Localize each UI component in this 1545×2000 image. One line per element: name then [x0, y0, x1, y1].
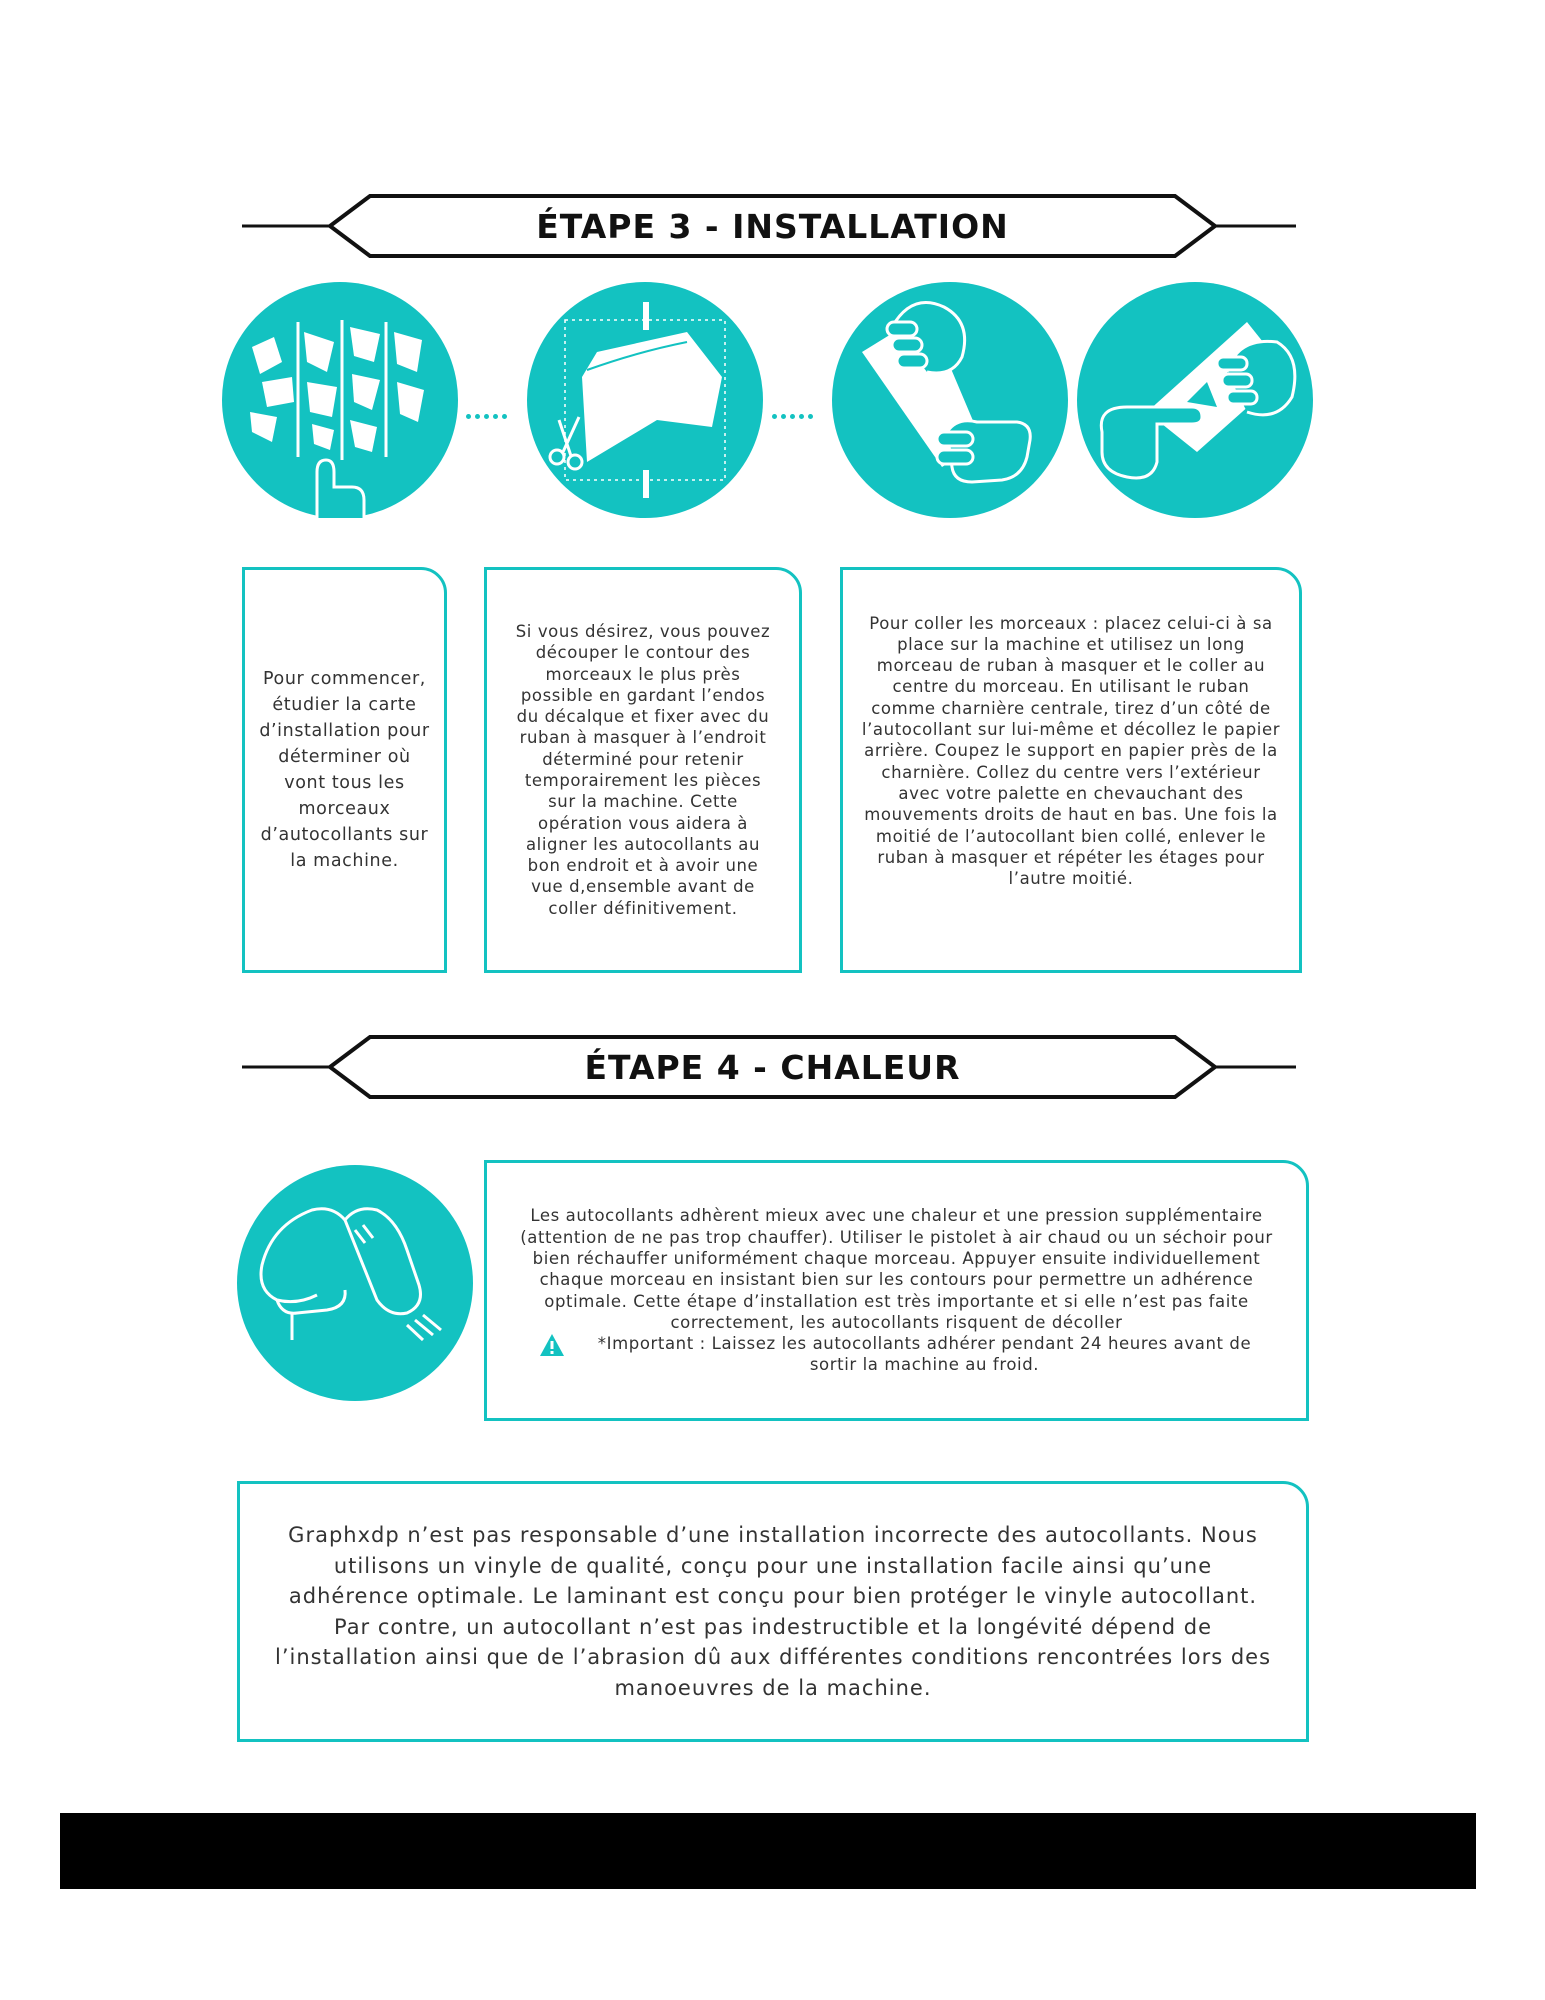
disclaimer-card [237, 1481, 1309, 1742]
important-note [517, 1333, 1276, 1376]
step4-card [484, 1160, 1309, 1421]
step4-banner [0, 1035, 1545, 1099]
heat-gun-icon [237, 1165, 473, 1401]
step4-text: Les autocollants adhèrent mieux avec une chaleur et une pression supplémentaire (attention de ne pas trop chauffer). Utiliser le pistolet à air chaud ou un séchoir pour bien réchauffer uniformément chaque morceau. Appuyer ensuite individuellement chaque morceau en insistant bien sur les contours pour permettre un adhérence optimale. Cette étape d’installation est très importante et si elle n’est pas faite correctement, les autocollants risquent de décoller [520, 1206, 1273, 1332]
step4-title: ÉTAPE 4 - CHALEUR [584, 1047, 961, 1087]
scissors-cut-icon [527, 282, 763, 518]
step3-card-3-text: Pour coller les morceaux : placez celui-ci à sa place sur la machine et utilisez un long morceau de ruban à masquer et le coller au centre du morceau. En utilisant le ruban comme charnière centrale, tirez d’un côté de l’autocollant sur lui-même et décollez le papier arrière. Coupez le support en papier près de la charnière. Collez du centre vers l’extérieur avec votre palette en chevauchant des mouvements droits de haut en bas. Une fois la moitié de l’autocollant bien collé, enlever le ruban à masquer et répéter les étages pour l’autre moitié. [861, 613, 1281, 889]
step3-card-1-text: Pour commencer, étudier la carte d’installation pour déterminer où vont tous les morceaux d’autocollants sur la machine. [259, 669, 430, 871]
step3-banner [0, 194, 1545, 258]
connector-dots-1 [466, 404, 511, 412]
peel-sticker-icon [832, 282, 1068, 518]
connector-dots-2 [772, 404, 817, 412]
touch-map-icon [222, 282, 458, 518]
disclaimer-text: Graphxdp n’est pas responsable d’une installation incorrecte des autocollants. Nous utilisons un vinyle de qualité, conçu pour une installation facile ainsi qu’une adhérence optimale. Le laminant est conçu pour bien protéger le vinyle autocollant. Par contre, un autocollant n’est pas indestructible et la longévité dépend de l’installation ainsi que de l’abrasion dû aux différentes conditions rencontrées lors des manoeuvres de la machine. [274, 1523, 1272, 1700]
important-text: *Important : Laissez les autocollants adhérer pendant 24 heures avant de sortir la machine au froid. [597, 1334, 1252, 1375]
step3-card-1 [242, 567, 447, 973]
apply-sticker-icon [1077, 282, 1313, 518]
step3-card-2 [484, 567, 802, 973]
warning-triangle-icon [539, 1333, 565, 1357]
step3-title: ÉTAPE 3 - INSTALLATION [536, 206, 1009, 246]
step3-card-2-text: Si vous désirez, vous pouvez découper le contour des morceaux le plus près possible en gardant l’endos du décalque et fixer avec du ruban à masquer à l’endroit déterminé pour retenir temporairement les pièces sur la machine. Cette opération vous aidera à aligner les autocollants au bon endroit et à avoir une vue d,ensemble avant de coller définitivement. [515, 621, 771, 918]
step3-card-3 [840, 567, 1302, 973]
footer-bar [60, 1813, 1476, 1889]
